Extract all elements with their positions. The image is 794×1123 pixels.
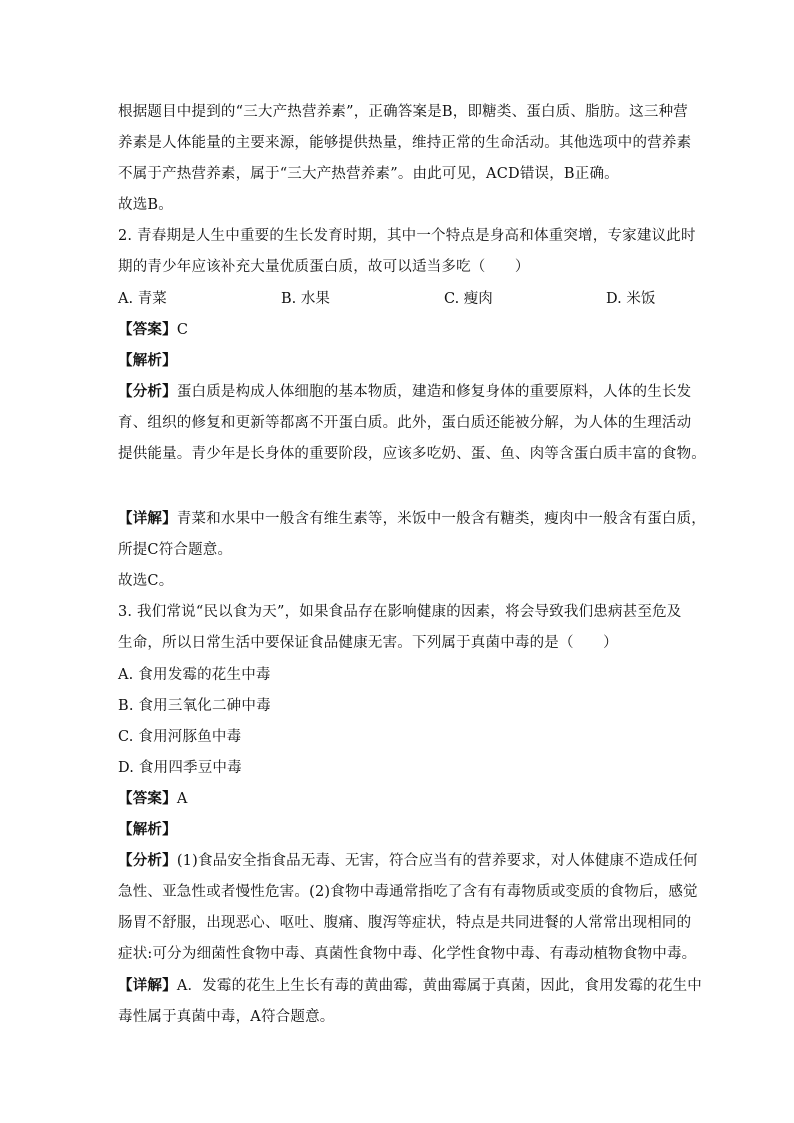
q3-fenxi-text-1: (1)食品安全指食品无毒、无害，符合应当有的营养要求，对人体健康不造成任何 (176, 853, 698, 869)
q2-analysis-heading: 【解析】 (118, 352, 177, 369)
q3-option-b: B. 食用三氧化二砷中毒 (118, 698, 271, 714)
q2-option-c: C. 瘦肉 (444, 291, 493, 307)
q1-explanation-line-3: 不属于产热营养素，属于“三大产热营养素”。由此可见，ACD错误，B正确。 (118, 166, 619, 182)
q3-option-a: A. 食用发霉的花生中毒 (118, 667, 271, 683)
q3-xiangjie-line-1 (118, 976, 702, 996)
q2-xiangjie-line-1 (118, 509, 707, 529)
q1-explanation-line-1: 根据题目中提到的“三大产热营养素”，正确答案是B，即糖类、蛋白质、脂肪。这三种营 (118, 104, 688, 120)
q3-fenxi-line-4: 症状:可分为细菌性食物中毒、真菌性食物中毒、化学性食物中毒、有毒动植物食物中毒。 (118, 946, 697, 962)
q2-option-b: B. 水果 (281, 291, 330, 307)
q2-fenxi-line-1 (118, 382, 692, 402)
q2-answer-label: 【答案】 (118, 321, 177, 338)
q3-analysis-heading: 【解析】 (118, 821, 177, 838)
q2-fenxi-label: 【分析】 (118, 383, 177, 400)
q3-xiangjie-label: 【详解】 (118, 977, 177, 994)
q2-answer-value: C (176, 322, 189, 338)
q2-option-d: D. 米饭 (606, 291, 656, 307)
q2-fenxi-line-2: 育、组织的修复和更新等都离不开蛋白质。此外，蛋白质还能被分解，为人体的生理活动 (118, 415, 692, 431)
q3-option-c: C. 食用河豚鱼中毒 (118, 729, 242, 745)
q3-stem-line-2: 生命，所以日常生活中要保证食品健康无害。下列属于真菌中毒的是（ ） (118, 635, 618, 651)
q2-option-a: A. 青菜 (118, 291, 167, 307)
q3-fenxi-line-1 (118, 851, 698, 871)
q3-stem-line-1: 3. 我们常说“民以食为天”，如果食品存在影响健康的因素，将会导致我们患病甚至危及 (118, 604, 682, 620)
q3-fenxi-line-3: 肠胃不舒服，出现恶心、呕吐、腹痛、腹泻等症状，特点是共同进餐的人常常出现相同的 (118, 915, 692, 931)
q3-answer (118, 789, 688, 809)
q2-stem-line-2: 期的青少年应该补充大量优质蛋白质，故可以适当多吃（ ） (118, 259, 530, 275)
q2-fenxi-line-3: 提供能量。青少年是长身体的重要阶段，应该多吃奶、蛋、鱼、肉等含蛋白质丰富的食物。 (118, 446, 706, 462)
q3-xiangjie-line-2: 毒性属于真菌中毒，A符合题意。 (118, 1009, 335, 1025)
q3-answer-label: 【答案】 (118, 790, 177, 807)
q3-fenxi-label: 【分析】 (118, 852, 177, 869)
q3-option-d: D. 食用四季豆中毒 (118, 760, 242, 776)
q2-stem-line-1: 2. 青春期是人生中重要的生长发育时期，其中一个特点是身高和体重突增，专家建议此时 (118, 228, 696, 244)
q2-answer (118, 320, 688, 340)
q3-fenxi-line-2: 急性、亚急性或者慢性危害。(2)食物中毒通常指吃了含有有毒物质或变质的食物后，感觉 (118, 884, 698, 900)
q1-explanation-line-2: 养素是人体能量的主要来源，能够提供热量，维持正常的生命活动。其他选项中的营养素 (118, 135, 692, 151)
q2-xiangjie-line-2: 所提C符合题意。 (118, 542, 233, 558)
q2-xiangjie-label: 【详解】 (118, 510, 177, 527)
q3-answer-value: A (176, 791, 188, 807)
q3-xiangjie-text-1: A．发霉的花生上生长有毒的黄曲霉，黄曲霉属于真菌，因此，食用发霉的花生中 (176, 978, 702, 994)
q2-xiangjie-text-1: 青菜和水果中一般含有维生素等，米饭中一般含有糖类，瘦肉中一般含有蛋白质， (176, 511, 707, 527)
q2-conclusion: 故选C。 (118, 573, 174, 589)
q1-conclusion: 故选B。 (118, 197, 173, 213)
q2-fenxi-text-1: 蛋白质是构成人体细胞的基本物质，建造和修复身体的重要原料，人体的生长发 (176, 384, 692, 400)
